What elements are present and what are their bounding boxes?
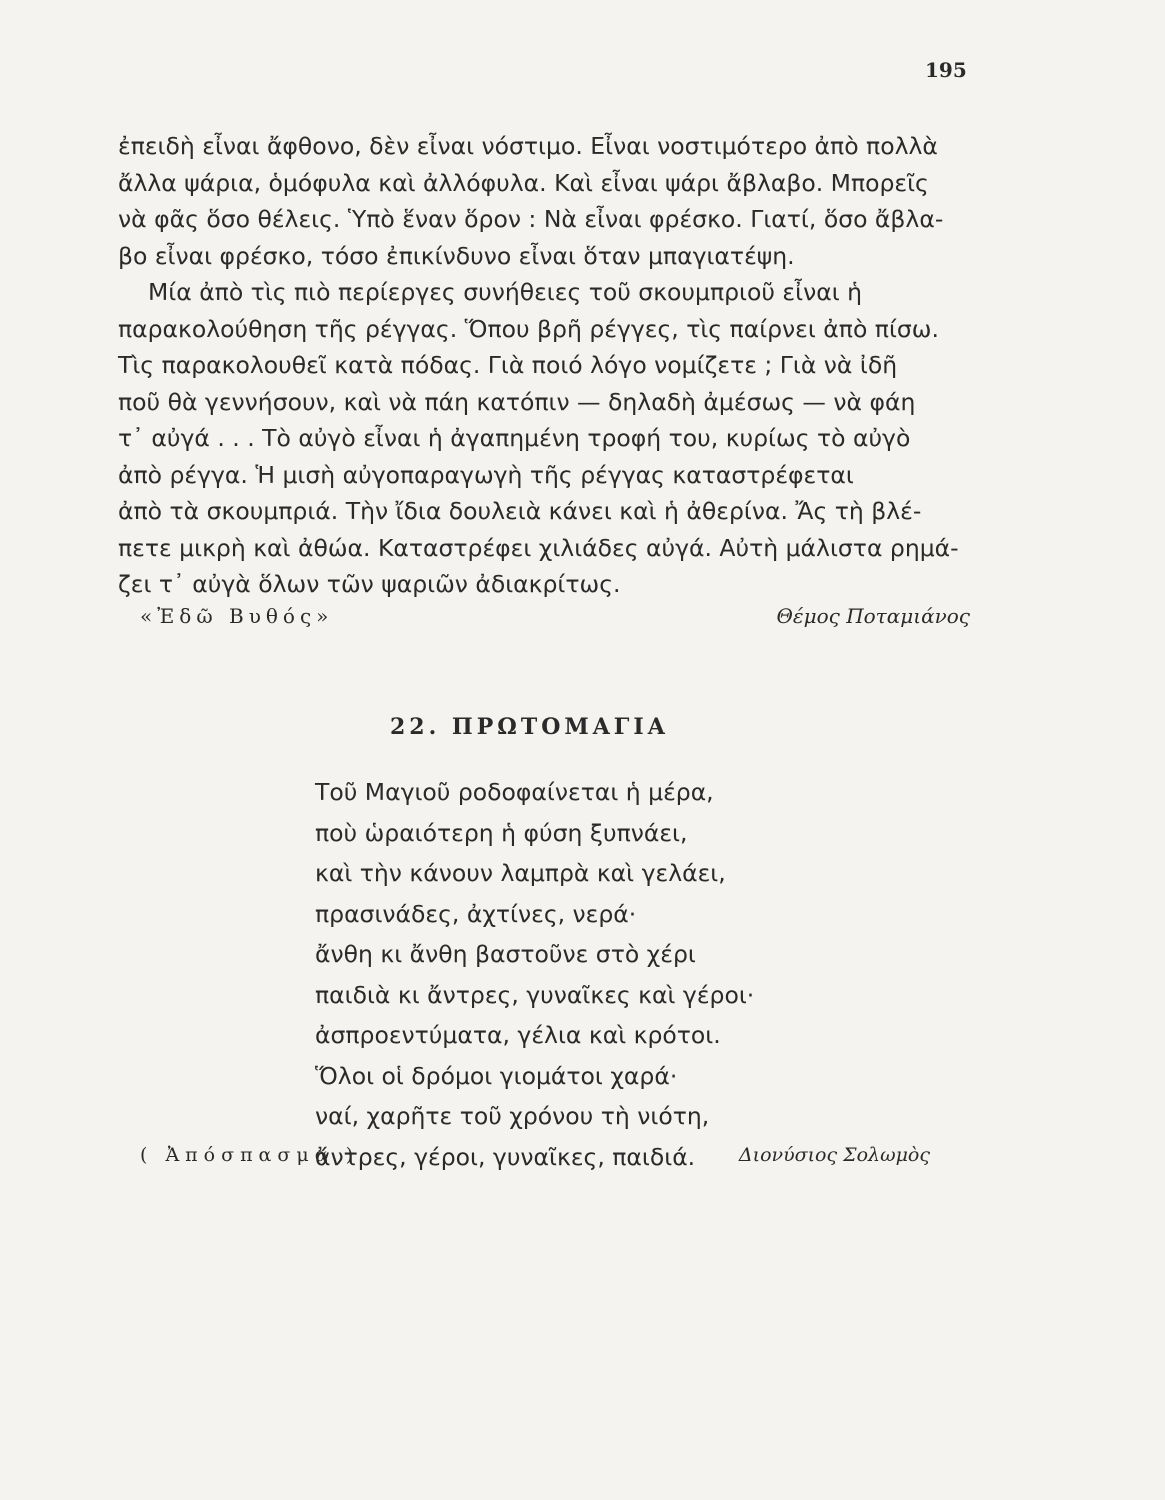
prose-line: Μία ἀπὸ τὶς πιὸ περίεργες συνήθειες τοῦ σκουμπριοῦ εἶναι ἡ — [148, 278, 863, 306]
prose-line: ποῦ θὰ γεννήσουν, καὶ νὰ πάη κατόπιν — δηλαδὴ ἀμέσως — νὰ φάη — [118, 387, 916, 416]
poem-line: ἀσπροεντύματα, γέλια καὶ κρότοι. — [315, 1021, 721, 1049]
poem-line: πρασινάδες, ἀχτίνες, νερά· — [315, 899, 637, 928]
prose-line: ἀπὸ ρέγγα. Ἡ μισὴ αὐγοπαραγωγὴ τῆς ρέγγας καταστρέφεται — [118, 460, 854, 489]
poem-line: ἄνθη κι ἄνθη βαστοῦνε στὸ χέρι — [315, 940, 696, 968]
prose-line: πετε μικρὴ καὶ ἀθώα. Καταστρέφει χιλιάδες αὐγά. Αὐτὴ μάλιστα ρημά- — [118, 533, 959, 562]
poem-line: ἄντρες, γέροι, γυναῖκες, παιδιά. — [315, 1142, 696, 1171]
prose-line: Τὶς παρακολουθεῖ κατὰ πόδας. Γιὰ ποιό λόγο νομίζετε ; Γιὰ νὰ ἰδῆ — [118, 351, 898, 379]
excerpt-source: «Ἐδῶ Βυθός» — [140, 604, 334, 628]
poem-line: Τοῦ Μαγιοῦ ροδοφαίνεται ἡ μέρα, — [315, 778, 714, 806]
poem-line: παιδιὰ κι ἄντρες, γυναῖκες καὶ γέροι· — [315, 980, 755, 1009]
poem-line: Ὅλοι οἱ δρόμοι γιομάτοι χαρά· — [315, 1061, 678, 1090]
poem-line: ναί, χαρῆτε τοῦ χρόνου τὴ νιότη, — [315, 1102, 710, 1130]
poem-line: ποὺ ὡραιότερη ἡ φύση ξυπνάει, — [315, 818, 688, 847]
poem-title: 22. ΠΡΩΤΟΜΑΓΙΑ — [390, 714, 669, 740]
poem-author: Διονύσιος Σολωμὸς — [738, 1144, 930, 1166]
prose-line: ζει τ᾽ αὐγὰ ὅλων τῶν ψαριῶν ἀδιακρίτως. — [118, 570, 621, 598]
prose-line: τ᾽ αὐγά . . . Τὸ αὐγὸ εἶναι ἡ ἀγαπημένη τροφή του, κυρίως τὸ αὐγὸ — [118, 424, 911, 452]
prose-line: ἀπὸ τὰ σκουμπριά. Τὴν ἴδια δουλειὰ κάνει καὶ ἡ ἀθερίνα. Ἄς τὴ βλέ- — [118, 497, 922, 525]
prose-line: ἄλλα ψάρια, ὁμόφυλα καὶ ἀλλόφυλα. Καὶ εἶναι ψάρι ἄβλαβο. Μπορεῖς — [118, 168, 929, 197]
prose-line: βο εἶναι φρέσκο, τόσο ἐπικίνδυνο εἶναι ὅταν μπαγιατέψη. — [118, 241, 795, 270]
poem-line: καὶ τὴν κάνουν λαμπρὰ καὶ γελάει, — [315, 859, 726, 887]
poem-body — [315, 772, 754, 1177]
excerpt-citation — [140, 604, 970, 634]
prose-excerpt — [118, 128, 978, 603]
prose-line: ἐπειδὴ εἶναι ἄφθονο, δὲν εἶναι νόστιμο. Εἶναι νοστιμότερο ἀπὸ πολλὰ — [118, 132, 938, 160]
page-number: 195 — [925, 58, 967, 82]
prose-line: παρακολούθηση τῆς ρέγγας. Ὅπου βρῆ ρέγγες, τὶς παίρνει ἀπὸ πίσω. — [118, 314, 939, 343]
poem-citation — [140, 1144, 930, 1174]
excerpt-author: Θέμος Ποταμιάνος — [776, 604, 970, 628]
prose-line: νὰ φᾶς ὅσο θέλεις. Ὑπὸ ἕναν ὅρον : Νὰ εἶναι φρέσκο. Γιατί, ὅσο ἄβλα- — [118, 205, 944, 233]
poem-source: ( Ἀπόσπασμα ) — [140, 1144, 359, 1166]
